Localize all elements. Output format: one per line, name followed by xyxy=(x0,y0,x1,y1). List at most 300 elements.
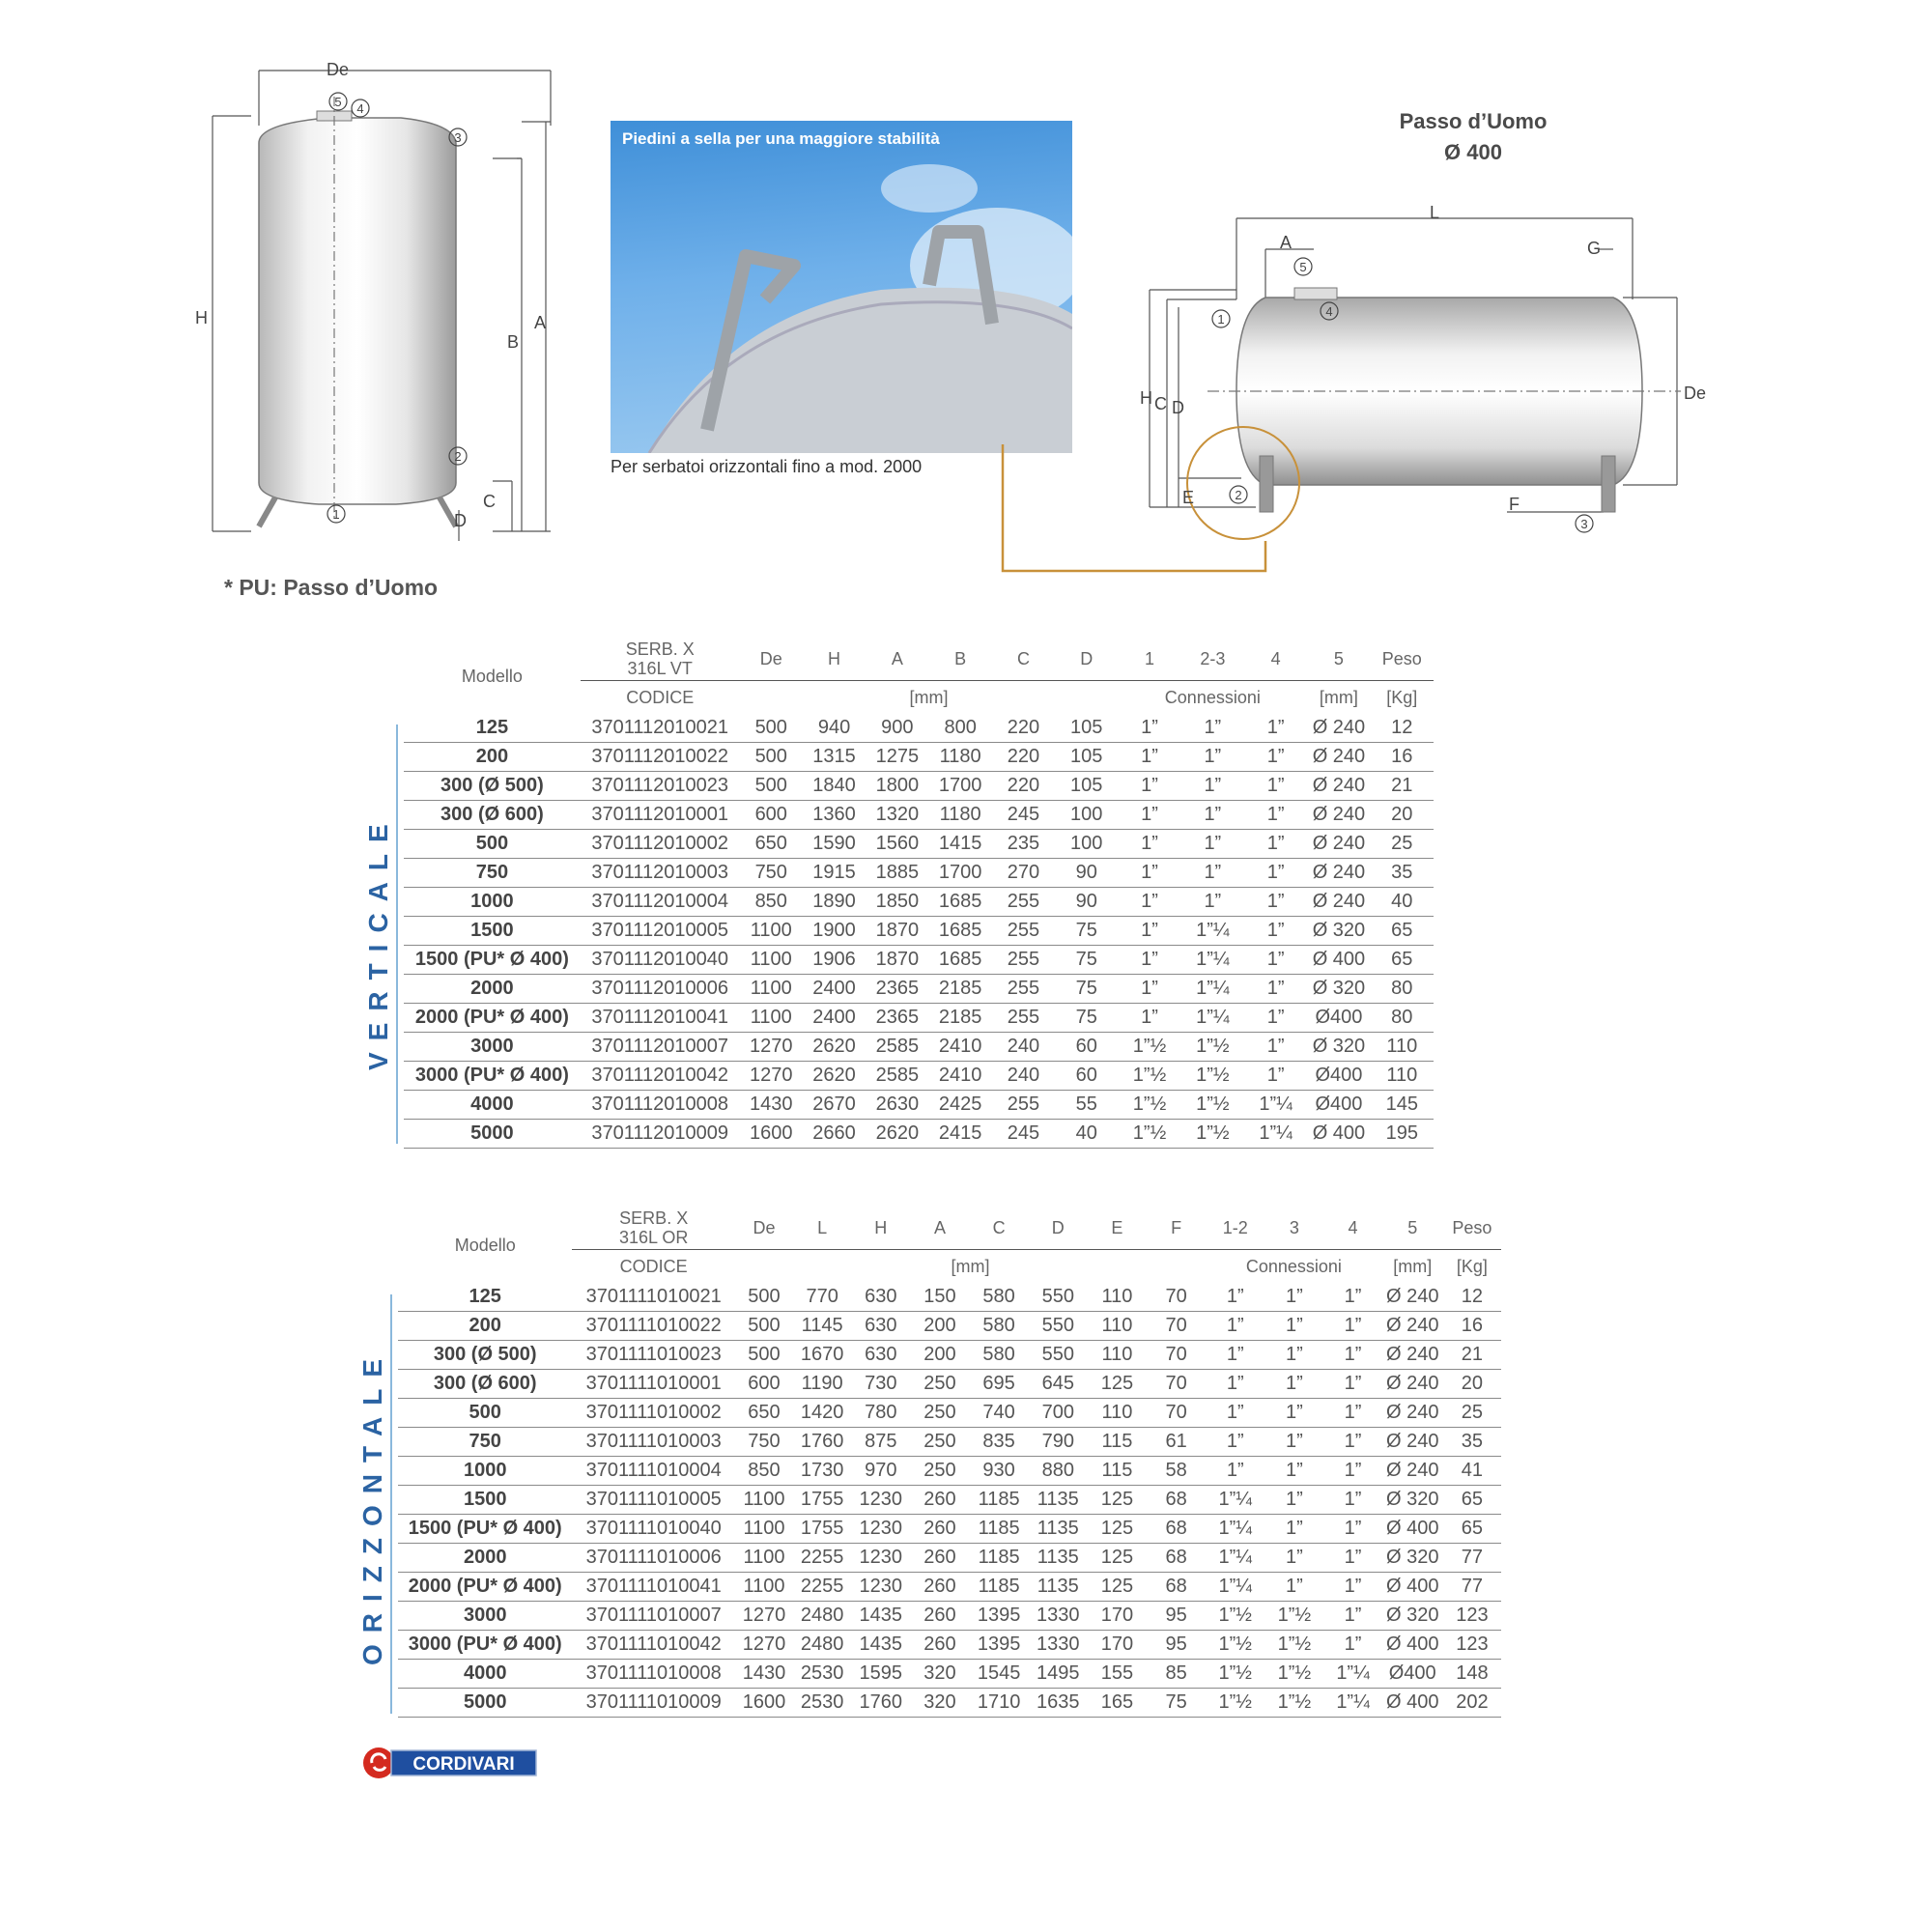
ht-cell: 1” xyxy=(1264,1399,1323,1428)
ht-cell: 1” xyxy=(1264,1544,1323,1573)
vt-cell-codice: 3701112010003 xyxy=(581,859,740,888)
ht-cell: 1”½ xyxy=(1206,1631,1264,1660)
ht-cell: 1670 xyxy=(793,1341,851,1370)
vt-col-header: D xyxy=(1055,638,1118,681)
ht-cell: 550 xyxy=(1029,1283,1088,1312)
ht-cell: 835 xyxy=(970,1428,1029,1457)
manhole-title-line1: Passo d’Uomo xyxy=(1399,109,1548,133)
vt-cell: 105 xyxy=(1055,743,1118,772)
vt-cell: 1270 xyxy=(740,1033,803,1062)
ht-cell: 320 xyxy=(910,1660,969,1689)
vt-cell: 500 xyxy=(740,772,803,801)
vt-cell: 110 xyxy=(1371,1033,1434,1062)
vt-cell: 2400 xyxy=(803,975,866,1004)
ht-cell-modello: 1500 xyxy=(398,1486,572,1515)
ht-col-header: H xyxy=(851,1207,910,1250)
vt-cell: 1” xyxy=(1244,888,1307,917)
vt-cell: 2365 xyxy=(866,1004,928,1033)
ht-cell: 65 xyxy=(1443,1486,1501,1515)
vt-cell: 255 xyxy=(992,975,1055,1004)
vt-cell: 60 xyxy=(1055,1062,1118,1091)
vt-cell: 1700 xyxy=(929,859,992,888)
vt-cell: Ø 320 xyxy=(1307,1033,1370,1062)
ht-cell: 1635 xyxy=(1029,1689,1088,1718)
vt-cell: 1” xyxy=(1181,859,1244,888)
vt-cell-modello: 2000 (PU* Ø 400) xyxy=(404,1004,581,1033)
vt-cell: 255 xyxy=(992,946,1055,975)
vt-cell: 1800 xyxy=(866,772,928,801)
vt-cell: 60 xyxy=(1055,1033,1118,1062)
vt-cell-codice: 3701112010040 xyxy=(581,946,740,975)
vt-cell: 2620 xyxy=(866,1120,928,1149)
ht-cell: 730 xyxy=(851,1370,910,1399)
vt-cell: 1”½ xyxy=(1181,1062,1244,1091)
vt-cell: 1” xyxy=(1244,772,1307,801)
ht-cell: 1” xyxy=(1264,1341,1323,1370)
vt-table-row xyxy=(404,772,1434,801)
vt-cell: Ø 240 xyxy=(1307,772,1370,801)
vt-cell: Ø 400 xyxy=(1307,946,1370,975)
ht-cell: 1”¼ xyxy=(1206,1573,1264,1602)
manhole-title xyxy=(1391,106,1555,168)
ht-cell: 25 xyxy=(1443,1399,1501,1428)
vt-cell: 2670 xyxy=(803,1091,866,1120)
ht-cell: 1” xyxy=(1323,1399,1381,1428)
ht-cell-codice: 3701111010001 xyxy=(572,1370,734,1399)
vt-cell-codice: 3701112010022 xyxy=(581,743,740,772)
vt-cell: 1” xyxy=(1181,743,1244,772)
ht-cell-codice: 3701111010042 xyxy=(572,1631,734,1660)
ht-cell: 645 xyxy=(1029,1370,1088,1399)
vt-cell: 40 xyxy=(1371,888,1434,917)
vt-cell: 105 xyxy=(1055,772,1118,801)
ht-col-header: D xyxy=(1029,1207,1088,1250)
ht-cell: 1”½ xyxy=(1206,1602,1264,1631)
ht-table-row xyxy=(398,1312,1501,1341)
vt-cell-modello: 750 xyxy=(404,859,581,888)
ht-cell-modello: 500 xyxy=(398,1399,572,1428)
vt-cell: Ø 240 xyxy=(1307,888,1370,917)
vt-cell: 1”½ xyxy=(1118,1033,1180,1062)
vt-col-header: C xyxy=(992,638,1055,681)
vt-cell-modello: 1500 xyxy=(404,917,581,946)
ht-cell: 1230 xyxy=(851,1486,910,1515)
ht-cell: 1755 xyxy=(793,1515,851,1544)
ht-cell-codice: 3701111010009 xyxy=(572,1689,734,1718)
vt-cell: 1885 xyxy=(866,859,928,888)
vt-header-mm: [mm] xyxy=(909,687,949,707)
vt-cell-codice: 3701112010042 xyxy=(581,1062,740,1091)
vt-cell: 1180 xyxy=(929,801,992,830)
ht-cell: 1730 xyxy=(793,1457,851,1486)
vt-cell-modello: 4000 xyxy=(404,1091,581,1120)
vt-cell: Ø 320 xyxy=(1307,975,1370,1004)
ht-cell: 1” xyxy=(1323,1312,1381,1341)
ht-cell: 1185 xyxy=(970,1486,1029,1515)
ht-cell: 110 xyxy=(1088,1312,1147,1341)
ht-cell: 1” xyxy=(1323,1486,1381,1515)
vt-cell-modello: 3000 xyxy=(404,1033,581,1062)
ht-cell: 65 xyxy=(1443,1515,1501,1544)
vt-header-serb-line1: SERB. X xyxy=(625,639,695,659)
ht-table-row xyxy=(398,1399,1501,1428)
vt-cell: Ø400 xyxy=(1307,1004,1370,1033)
vt-cell: 235 xyxy=(992,830,1055,859)
vt-cell: 245 xyxy=(992,1120,1055,1149)
ht-cell-modello: 300 (Ø 500) xyxy=(398,1341,572,1370)
ht-cell: 125 xyxy=(1088,1544,1147,1573)
manhole-title-line2: Ø 400 xyxy=(1444,140,1502,164)
vt-col-header: Peso xyxy=(1371,638,1434,681)
ht-cell: 600 xyxy=(735,1370,793,1399)
ht-cell: 550 xyxy=(1029,1341,1088,1370)
callout-3: 3 xyxy=(454,130,462,145)
vt-cell: 1” xyxy=(1118,830,1180,859)
ht-cell: Ø400 xyxy=(1382,1660,1443,1689)
vt-cell: 2410 xyxy=(929,1062,992,1091)
ht-cell: 580 xyxy=(970,1283,1029,1312)
vt-cell: 2585 xyxy=(866,1033,928,1062)
ht-cell: 1135 xyxy=(1029,1573,1088,1602)
ht-header-connessioni: Connessioni xyxy=(1245,1256,1342,1276)
ht-cell: 1230 xyxy=(851,1544,910,1573)
ht-col-header: A xyxy=(910,1207,969,1250)
ht-cell: Ø 400 xyxy=(1382,1515,1443,1544)
ht-header-codice: CODICE xyxy=(619,1256,688,1276)
vt-cell: 1870 xyxy=(866,917,928,946)
h-dim-label-De: De xyxy=(1684,384,1707,403)
vt-cell: 500 xyxy=(740,714,803,743)
vt-cell: 35 xyxy=(1371,859,1434,888)
vt-cell: 2630 xyxy=(866,1091,928,1120)
vt-table-row xyxy=(404,830,1434,859)
callout-1: 1 xyxy=(332,507,340,522)
ht-cell: 260 xyxy=(910,1486,969,1515)
ht-cell: 125 xyxy=(1088,1573,1147,1602)
vt-cell: 1” xyxy=(1118,859,1180,888)
h-callout-5: 5 xyxy=(1299,260,1307,274)
ht-cell: 1”½ xyxy=(1264,1602,1323,1631)
ht-cell: 500 xyxy=(735,1283,793,1312)
vt-cell: 1700 xyxy=(929,772,992,801)
vt-cell: 105 xyxy=(1055,714,1118,743)
ht-cell: 1100 xyxy=(735,1573,793,1602)
vt-cell: Ø400 xyxy=(1307,1062,1370,1091)
ht-cell: 850 xyxy=(735,1457,793,1486)
vt-cell: 1180 xyxy=(929,743,992,772)
vt-cell-modello: 300 (Ø 600) xyxy=(404,801,581,830)
ht-header-serb xyxy=(572,1207,734,1250)
vt-table-row xyxy=(404,714,1434,743)
ht-col-header: De xyxy=(735,1207,793,1250)
vt-table-row xyxy=(404,743,1434,772)
vt-cell-codice: 3701112010009 xyxy=(581,1120,740,1149)
vt-cell: 500 xyxy=(740,743,803,772)
ht-cell: 740 xyxy=(970,1399,1029,1428)
ht-col-header: C xyxy=(970,1207,1029,1250)
ht-cell: 16 xyxy=(1443,1312,1501,1341)
ht-cell: 1”¼ xyxy=(1323,1660,1381,1689)
vt-cell: 940 xyxy=(803,714,866,743)
ht-table-row xyxy=(398,1283,1501,1312)
vertical-tank-drawing xyxy=(193,58,560,541)
ht-cell: 550 xyxy=(1029,1312,1088,1341)
ht-cell: 110 xyxy=(1088,1283,1147,1312)
ht-cell: 1”½ xyxy=(1264,1660,1323,1689)
ht-cell: 58 xyxy=(1147,1457,1206,1486)
ht-cell: 1270 xyxy=(735,1631,793,1660)
vt-cell: 1”¼ xyxy=(1181,946,1244,975)
ht-cell: 250 xyxy=(910,1399,969,1428)
ht-cell-modello: 200 xyxy=(398,1312,572,1341)
vt-cell: 80 xyxy=(1371,1004,1434,1033)
vt-cell: 255 xyxy=(992,1091,1055,1120)
ht-cell: 260 xyxy=(910,1573,969,1602)
ht-cell: 1330 xyxy=(1029,1631,1088,1660)
dim-label-A: A xyxy=(534,313,547,332)
vt-cell: 1275 xyxy=(866,743,928,772)
vt-table-row xyxy=(404,1091,1434,1120)
horizontal-tank-drawing xyxy=(1140,203,1719,551)
vt-cell: Ø 320 xyxy=(1307,917,1370,946)
ht-cell: Ø 400 xyxy=(1382,1573,1443,1602)
ht-cell: 1435 xyxy=(851,1602,910,1631)
vt-col-header: 4 xyxy=(1244,638,1307,681)
vt-cell: 1600 xyxy=(740,1120,803,1149)
vt-cell: 65 xyxy=(1371,917,1434,946)
ht-cell: 250 xyxy=(910,1428,969,1457)
vt-cell: 2410 xyxy=(929,1033,992,1062)
vt-cell: 2415 xyxy=(929,1120,992,1149)
ht-cell: 630 xyxy=(851,1312,910,1341)
ht-cell: 200 xyxy=(910,1312,969,1341)
vt-cell: 75 xyxy=(1055,975,1118,1004)
dim-label-C: C xyxy=(483,492,496,511)
vt-cell: 75 xyxy=(1055,917,1118,946)
ht-cell: Ø 240 xyxy=(1382,1283,1443,1312)
ht-cell: 1” xyxy=(1264,1283,1323,1312)
ht-cell-codice: 3701111010002 xyxy=(572,1399,734,1428)
dim-label-H: H xyxy=(195,308,208,327)
ht-cell: 150 xyxy=(910,1283,969,1312)
ht-cell: 1”½ xyxy=(1264,1631,1323,1660)
vt-cell: 1320 xyxy=(866,801,928,830)
ht-cell: Ø 240 xyxy=(1382,1312,1443,1341)
ht-cell: 750 xyxy=(735,1428,793,1457)
ht-col-header: E xyxy=(1088,1207,1147,1250)
vt-cell: 220 xyxy=(992,772,1055,801)
vt-cell: 255 xyxy=(992,917,1055,946)
footnote-pu: * PU: Passo d’Uomo xyxy=(224,575,439,600)
ht-cell: 1”½ xyxy=(1206,1660,1264,1689)
vt-cell: 245 xyxy=(992,801,1055,830)
vt-cell-codice: 3701112010007 xyxy=(581,1033,740,1062)
vt-cell-codice: 3701112010006 xyxy=(581,975,740,1004)
ht-cell: 695 xyxy=(970,1370,1029,1399)
vt-cell: 1360 xyxy=(803,801,866,830)
vt-cell: 110 xyxy=(1371,1062,1434,1091)
ht-cell: 700 xyxy=(1029,1399,1088,1428)
vt-cell-codice: 3701112010008 xyxy=(581,1091,740,1120)
ht-cell: 1” xyxy=(1323,1283,1381,1312)
ht-cell: 630 xyxy=(851,1341,910,1370)
ht-cell: 70 xyxy=(1147,1399,1206,1428)
vt-cell: 145 xyxy=(1371,1091,1434,1120)
ht-cell: 75 xyxy=(1147,1689,1206,1718)
callout-5: 5 xyxy=(334,95,342,109)
vt-cell: 1315 xyxy=(803,743,866,772)
ht-cell: 500 xyxy=(735,1312,793,1341)
ht-header-serb-line1: SERB. X xyxy=(619,1208,689,1228)
ht-cell: 70 xyxy=(1147,1370,1206,1399)
ht-table-row xyxy=(398,1631,1501,1660)
ht-cell: 1545 xyxy=(970,1660,1029,1689)
ht-cell-codice: 3701111010008 xyxy=(572,1660,734,1689)
ht-cell: 1395 xyxy=(970,1602,1029,1631)
vt-cell-modello: 3000 (PU* Ø 400) xyxy=(404,1062,581,1091)
vt-cell: 270 xyxy=(992,859,1055,888)
ht-cell: 930 xyxy=(970,1457,1029,1486)
h-dim-label-E: E xyxy=(1182,488,1195,507)
ht-cell: 1330 xyxy=(1029,1602,1088,1631)
ht-cell: 148 xyxy=(1443,1660,1501,1689)
vt-table-row xyxy=(404,801,1434,830)
ht-cell: 1595 xyxy=(851,1660,910,1689)
vt-cell: 1100 xyxy=(740,946,803,975)
ht-cell: 110 xyxy=(1088,1341,1147,1370)
vt-cell: 1” xyxy=(1181,888,1244,917)
ht-cell: 1” xyxy=(1206,1457,1264,1486)
vt-cell: 1” xyxy=(1244,917,1307,946)
vt-header-modello: Modello xyxy=(461,666,523,686)
vertical-table-body xyxy=(404,714,1434,1149)
ht-cell: 110 xyxy=(1088,1399,1147,1428)
vt-cell-codice: 3701112010041 xyxy=(581,1004,740,1033)
vt-col-header: A xyxy=(866,638,928,681)
vt-cell: 255 xyxy=(992,888,1055,917)
ht-col-header: 4 xyxy=(1323,1207,1381,1250)
vt-cell: 220 xyxy=(992,714,1055,743)
saddle-feet-photo xyxy=(611,121,1072,453)
vt-cell: Ø 240 xyxy=(1307,801,1370,830)
vt-cell: 1906 xyxy=(803,946,866,975)
ht-col-header: L xyxy=(793,1207,851,1250)
vt-cell: Ø 400 xyxy=(1307,1120,1370,1149)
ht-cell: 260 xyxy=(910,1515,969,1544)
vt-cell: Ø400 xyxy=(1307,1091,1370,1120)
ht-cell-codice: 3701111010003 xyxy=(572,1428,734,1457)
ht-cell: Ø 240 xyxy=(1382,1341,1443,1370)
vt-cell: 1” xyxy=(1244,830,1307,859)
ht-cell: 1420 xyxy=(793,1399,851,1428)
h-callout-4: 4 xyxy=(1325,304,1333,319)
ht-header-modello: Modello xyxy=(454,1235,516,1255)
callout-4: 4 xyxy=(356,101,364,116)
photo-caption-top: Piedini a sella per una maggiore stabilità xyxy=(622,129,940,148)
vt-cell: 240 xyxy=(992,1033,1055,1062)
ht-table-row xyxy=(398,1341,1501,1370)
ht-table-row xyxy=(398,1573,1501,1602)
vt-cell: 1”¼ xyxy=(1181,917,1244,946)
vt-cell-modello: 5000 xyxy=(404,1120,581,1149)
vt-cell: 1100 xyxy=(740,917,803,946)
ht-cell: 20 xyxy=(1443,1370,1501,1399)
vt-cell: 55 xyxy=(1055,1091,1118,1120)
vt-cell: 1” xyxy=(1244,714,1307,743)
ht-cell: 250 xyxy=(910,1370,969,1399)
vt-cell-modello: 1500 (PU* Ø 400) xyxy=(404,946,581,975)
ht-cell: 1190 xyxy=(793,1370,851,1399)
h-dim-label-L: L xyxy=(1430,203,1440,222)
ht-cell: Ø 400 xyxy=(1382,1689,1443,1718)
vt-cell: 1685 xyxy=(929,917,992,946)
vt-cell: 1” xyxy=(1181,772,1244,801)
h-dim-label-H: H xyxy=(1140,388,1152,408)
vt-cell-modello: 125 xyxy=(404,714,581,743)
ht-cell: 1” xyxy=(1323,1341,1381,1370)
vt-cell-modello: 1000 xyxy=(404,888,581,917)
ht-cell-modello: 2000 (PU* Ø 400) xyxy=(398,1573,572,1602)
ht-cell-codice: 3701111010023 xyxy=(572,1341,734,1370)
ht-cell: 21 xyxy=(1443,1341,1501,1370)
ht-cell: 77 xyxy=(1443,1544,1501,1573)
ht-cell: 1100 xyxy=(735,1544,793,1573)
ht-cell: 123 xyxy=(1443,1631,1501,1660)
vt-cell: 1685 xyxy=(929,888,992,917)
vertical-side-label: VERTICALE xyxy=(363,812,393,1070)
vt-cell: 2620 xyxy=(803,1033,866,1062)
ht-cell: 1430 xyxy=(735,1660,793,1689)
ht-cell: 1” xyxy=(1323,1428,1381,1457)
ht-cell: 95 xyxy=(1147,1602,1206,1631)
vt-cell: 1270 xyxy=(740,1062,803,1091)
ht-col-header: 1-2 xyxy=(1206,1207,1264,1250)
ht-cell: 68 xyxy=(1147,1515,1206,1544)
vt-cell: 1” xyxy=(1181,714,1244,743)
ht-table-row xyxy=(398,1660,1501,1689)
ht-cell: 780 xyxy=(851,1399,910,1428)
vt-cell-codice: 3701112010021 xyxy=(581,714,740,743)
vt-cell: 1” xyxy=(1118,1004,1180,1033)
ht-cell: 2480 xyxy=(793,1602,851,1631)
vt-cell: Ø 240 xyxy=(1307,743,1370,772)
vt-cell: 1” xyxy=(1118,714,1180,743)
ht-cell: 170 xyxy=(1088,1602,1147,1631)
vt-cell: 1850 xyxy=(866,888,928,917)
vt-cell-codice: 3701112010023 xyxy=(581,772,740,801)
vt-cell: 1100 xyxy=(740,975,803,1004)
ht-cell: 790 xyxy=(1029,1428,1088,1457)
ht-cell: 1495 xyxy=(1029,1660,1088,1689)
ht-cell-codice: 3701111010022 xyxy=(572,1312,734,1341)
vt-col-header: De xyxy=(740,638,803,681)
vt-table-row xyxy=(404,975,1434,1004)
horizontal-side-label: ORIZZONTALE xyxy=(357,1347,387,1665)
vt-cell: 1” xyxy=(1118,801,1180,830)
ht-cell-modello: 2000 xyxy=(398,1544,572,1573)
ht-cell: 125 xyxy=(1088,1515,1147,1544)
vt-cell: 1”½ xyxy=(1181,1120,1244,1149)
ht-cell: 1230 xyxy=(851,1573,910,1602)
ht-cell-modello: 3000 (PU* Ø 400) xyxy=(398,1631,572,1660)
vt-cell: 1” xyxy=(1118,888,1180,917)
vt-cell: 1”½ xyxy=(1118,1062,1180,1091)
ht-cell: 580 xyxy=(970,1312,1029,1341)
ht-cell: 1” xyxy=(1206,1312,1264,1341)
ht-cell: 1”¼ xyxy=(1206,1486,1264,1515)
ht-cell: 68 xyxy=(1147,1544,1206,1573)
vertical-side-line xyxy=(396,724,398,1144)
